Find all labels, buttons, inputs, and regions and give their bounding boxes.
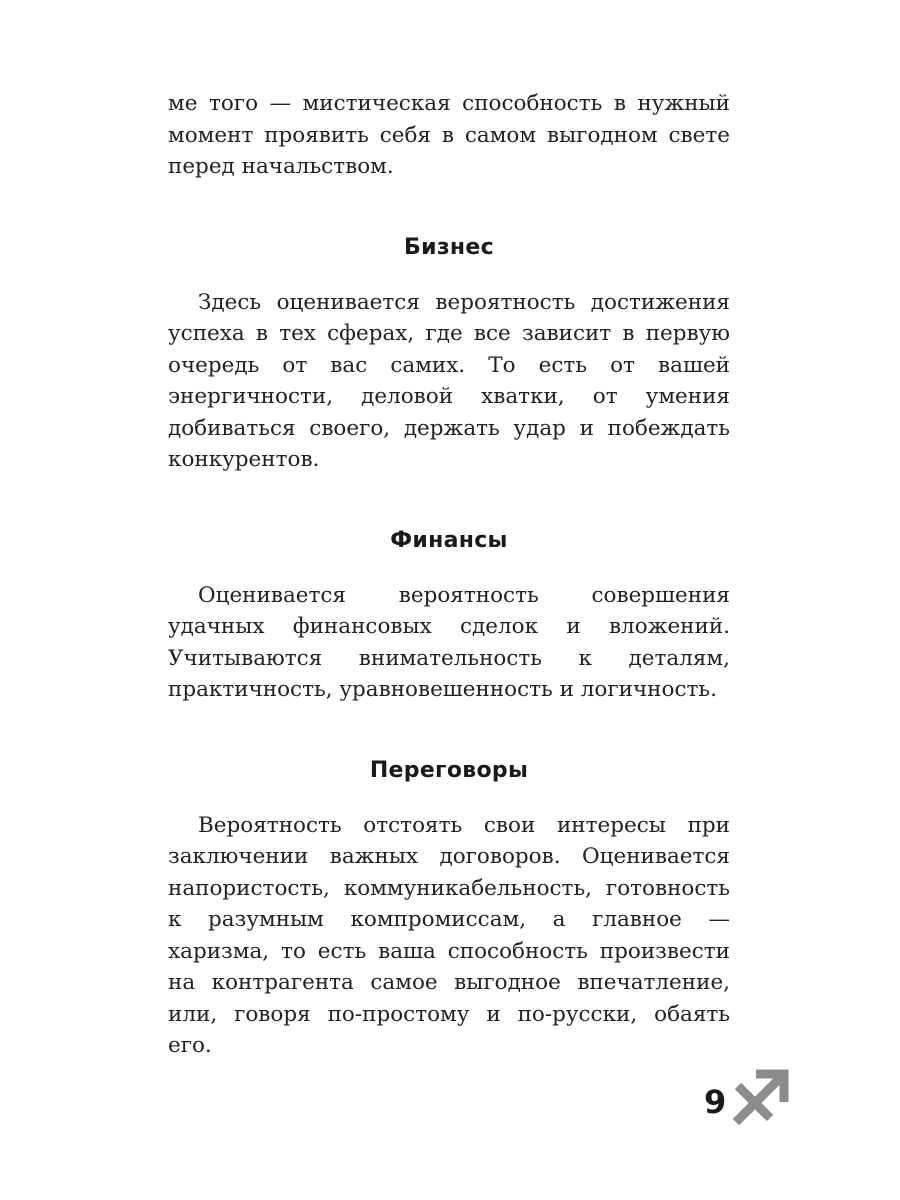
heading-finance: Финансы [390, 527, 508, 553]
intro-paragraph: ме того — мистическая способность в нужный момент проявить себя в самом выгодном свете перед начальством. [168, 91, 730, 179]
sagittarius-icon [730, 1066, 792, 1128]
page-content [168, 88, 730, 1062]
heading-business: Бизнес [404, 234, 494, 260]
page-footer [700, 1062, 800, 1132]
heading-negotiations: Переговоры [369, 757, 529, 783]
paragraph-business: Здесь оценивается вероятность достижения успеха в тех сферах, где все зависит в первую очередь от вас самих. То есть от вашей энергичности, деловой хватки, от умения добиваться своего, держать удар и побеждать конкурентов. [168, 289, 730, 472]
paragraph-negotiations: Вероятность отстоять свои интересы при заключении важных договоров. Оценивается напористость, коммуникабельность, готовность к разумным компромиссам, а главное — харизма, то есть ваша способность произвести на контрагента самое выгодное впечатление, или, говоря по-простому и по-русски, обаять его. [168, 812, 730, 1058]
paragraph-finance: Оценивается вероятность совершения удачных финансовых сделок и вложений. Учитываются внимательность к деталям, практичность, уравновешенность и логичность. [168, 582, 730, 702]
page-number: 9 [704, 1083, 727, 1121]
